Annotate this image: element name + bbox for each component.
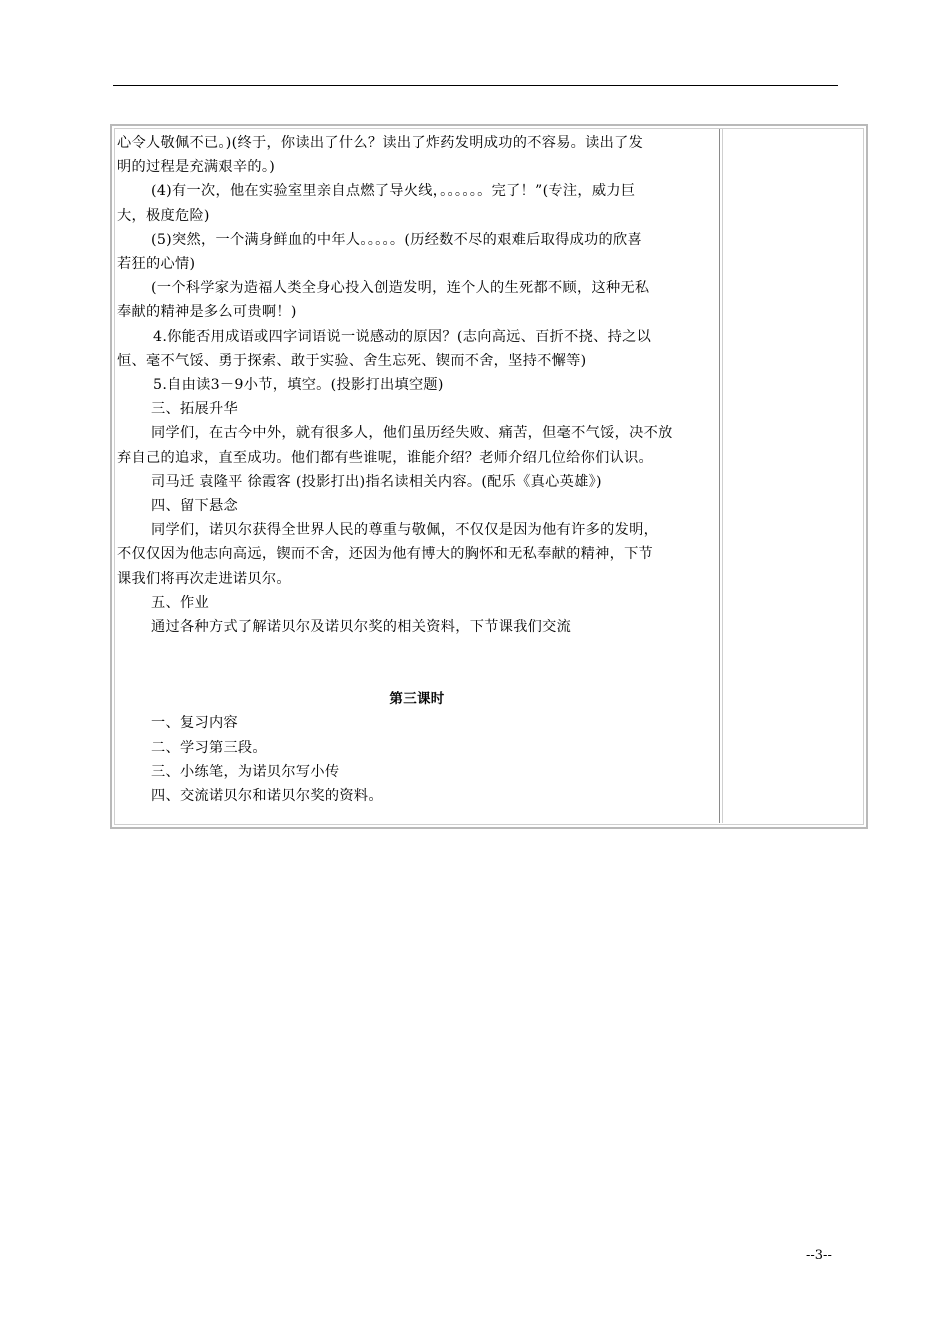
lesson-content [117, 131, 717, 808]
text-line: 奉献的精神是多么可贵啊！) [117, 304, 297, 321]
text-line: 弃自己的追求，直至成功。他们都有些谁呢，谁能介绍？老师介绍几位给你们认识。 [117, 449, 654, 466]
lesson-title: 第三课时 [389, 691, 445, 708]
blank-space [117, 639, 717, 687]
lesson-item: 四、交流诺贝尔和诺贝尔奖的资料。 [151, 788, 383, 805]
section-heading: 五、作业 [151, 594, 209, 611]
text-line: 大，极度危险) [117, 207, 210, 224]
text-line: 同学们，在古今中外，就有很多人，他们虽历经失败、痛苦，但毫不气馁，决不放 [151, 425, 673, 442]
header-rule [113, 85, 838, 86]
text-line: (一个科学家为造福人类全身心投入创造发明，连个人的生死都不顾，这种无私 [151, 280, 650, 297]
text-line: 若狂的心情) [117, 256, 196, 273]
text-line: 司马迁 袁隆平 徐霞客 (投影打出)指名读相关内容。(配乐《真心英雄》) [151, 473, 602, 490]
section-heading: 四、留下悬念 [151, 498, 238, 515]
lesson-item: 三、小练笔，为诺贝尔写小传 [151, 763, 340, 780]
text-line: 恒、毫不气馁、勇于探索、敢于实验、舍生忘死、锲而不舍，坚持不懈等) [117, 352, 587, 369]
text-line: 明的过程是充满艰辛的。) [117, 159, 276, 176]
lesson-item: 二、学习第三段。 [151, 739, 267, 756]
text-line: (5)突然，一个满身鲜血的中年人。。。。。(历经数不尽的艰难后取得成功的欣喜 [151, 231, 643, 248]
text-line: 5.自由读3－9小节，填空。(投影打出填空题) [153, 377, 444, 394]
page-number: --3-- [806, 1248, 832, 1263]
text-line: 不仅仅因为他志向高远，锲而不舍，还因为他有博大的胸怀和无私奉献的精神，下节 [117, 546, 654, 563]
text-line: 课我们将再次走进诺贝尔。 [117, 570, 291, 587]
content-cell [115, 129, 720, 823]
text-line: 同学们，诺贝尔获得全世界人民的尊重与敬佩，不仅仅是因为他有许多的发明， [151, 522, 659, 539]
text-line: 心令人敬佩不已。)(终于，你读出了什么？读出了炸药发明成功的不容易。读出了发 [117, 135, 644, 151]
lesson-table [110, 124, 868, 829]
text-line: 4.你能否用成语或四字词语说一说感动的原因？(志向高远、百折不挠、持之以 [153, 328, 652, 345]
lesson-item: 一、复习内容 [151, 715, 238, 732]
text-line: 通过各种方式了解诺贝尔及诺贝尔奖的相关资料，下节课我们交流 [151, 619, 572, 636]
notes-cell-border [722, 129, 723, 823]
text-line: (4)有一次，他在实验室里亲自点燃了导火线，。。。。。。完了！”(专注，威力巨 [151, 183, 636, 200]
section-heading: 三、拓展升华 [151, 401, 238, 418]
